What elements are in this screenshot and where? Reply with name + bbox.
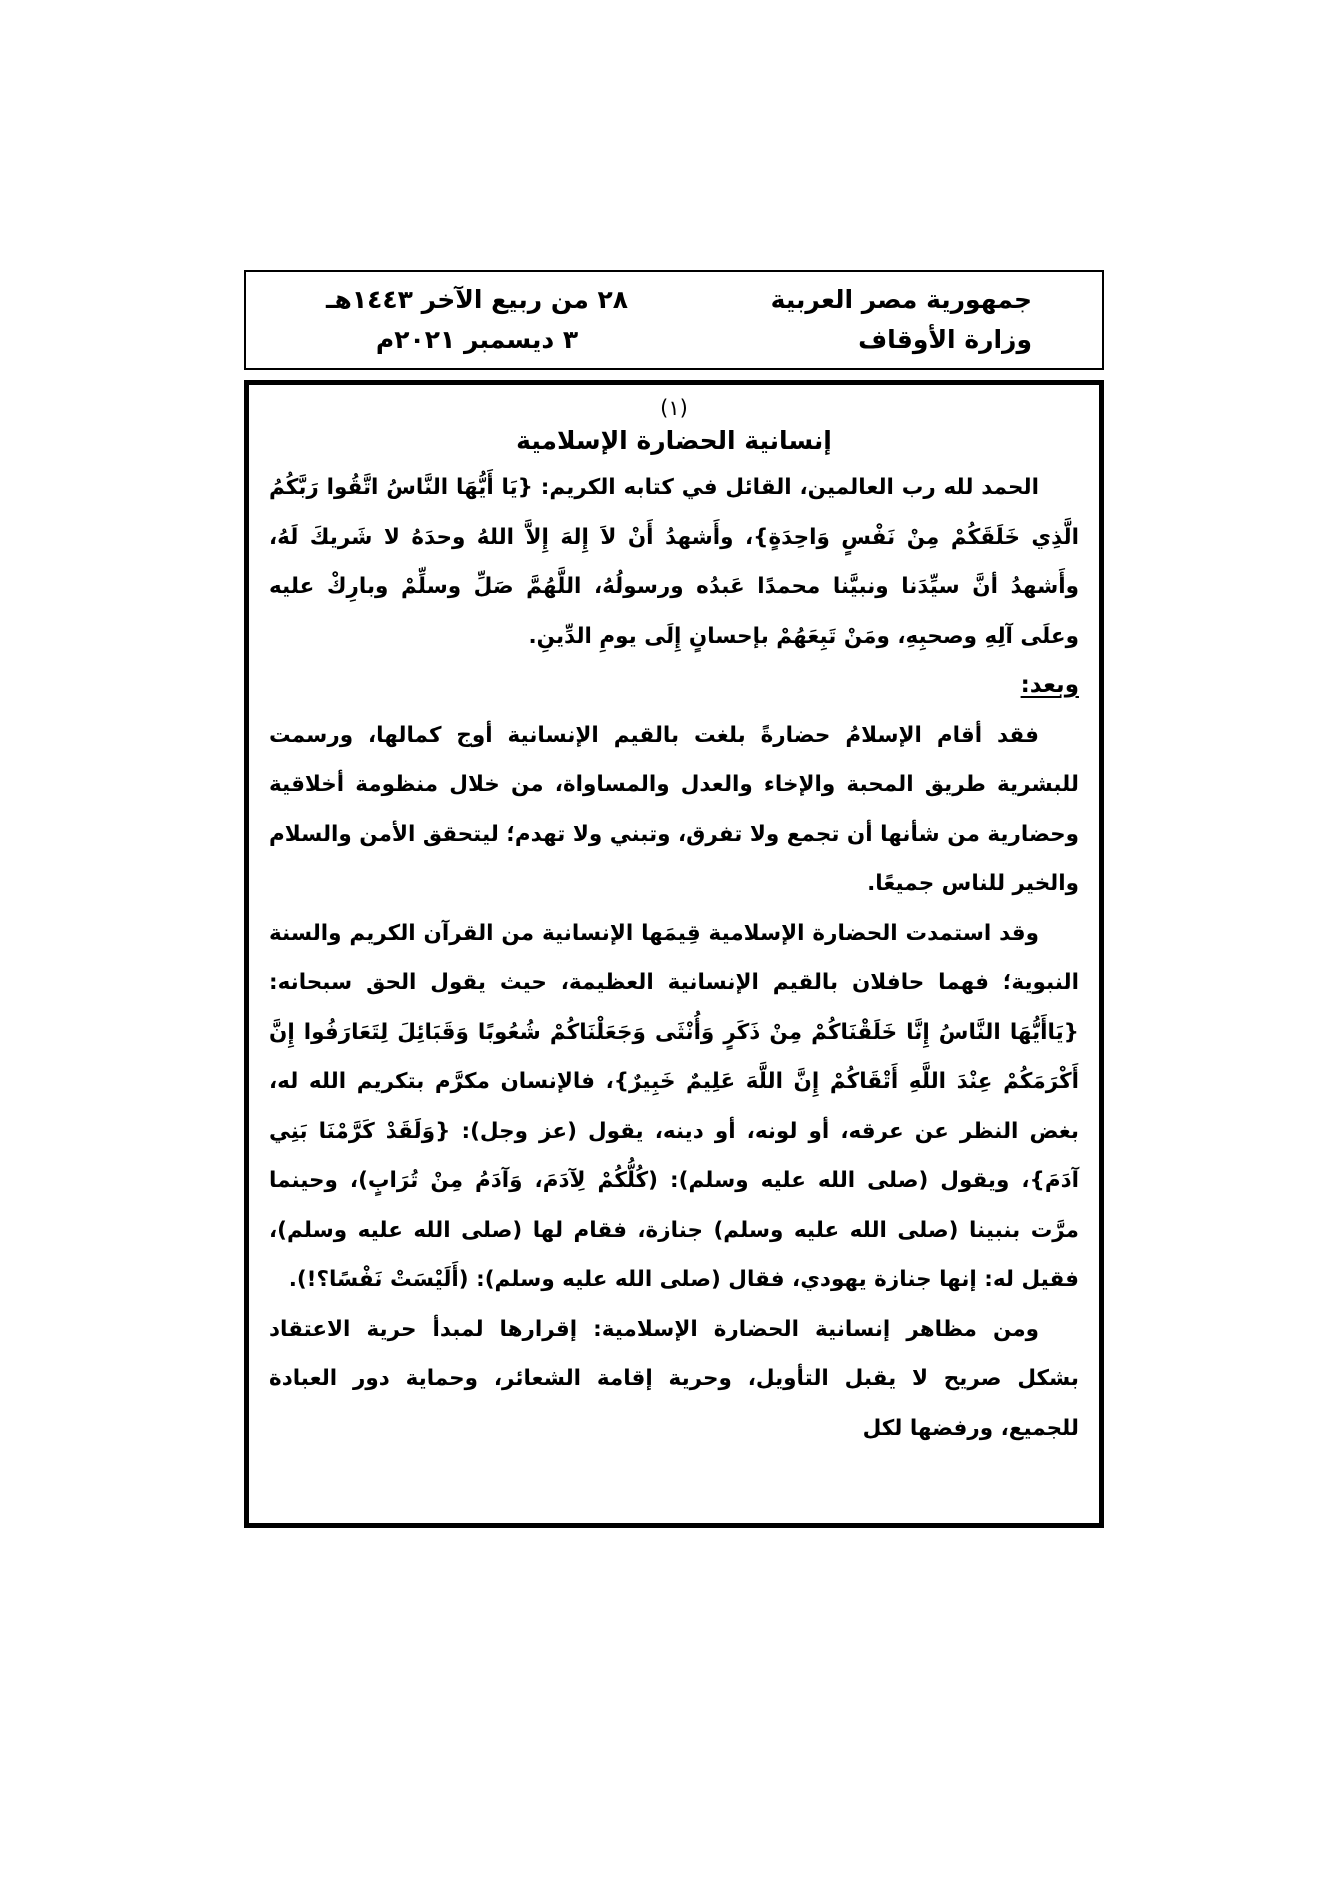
header-institution bbox=[771, 280, 1032, 360]
body-paragraph-3: ومن مظاهر إنسانية الحضارة الإسلامية: إقرارها لمبدأ حرية الاعتقاد بشكل صريح لا يقبل التأويل، وحرية إقامة الشعائر، وحماية دور العبادة للجميع، ورفضها لكل bbox=[269, 1316, 1079, 1441]
country-name: جمهورية مصر العربية bbox=[770, 285, 1032, 314]
header-box bbox=[244, 270, 1104, 370]
body-paragraph-1: فقد أقام الإسلامُ حضارةً بلغت بالقيم الإنسانية أوج كمالها، ورسمت للبشرية طريق المحبة والإخاء والعدل والمساواة، من خلال منظومة أخلاقية وحضارية من شأنها أن تجمع ولا تفرق، وتبني ولا تهدم؛ ليتحقق الأمن والسلام والخير للناس جميعًا. bbox=[269, 722, 1079, 896]
opening-paragraph: الحمد لله رب العالمين، القائل في كتابه الكريم: {يَا أَيُّهَا النَّاسُ اتَّقُوا رَبَّكُمُ الَّذِي خَلَقَكُمْ مِنْ نَفْسٍ وَاحِدَةٍ}، وأَشهدُ أَنْ لاَ إِلهَ إِلاَّ اللهُ وحدَهُ لا شَريكَ لَهُ، وأَشهدُ أنَّ سيِّدَنا ونبيَّنا محمدًا عَبدُه ورسولُهُ، اللَّهُمَّ صَلِّ وسلِّمْ وبارِكْ عليه وعلَى آلِهِ وصحبِهِ، ومَنْ تَبِعَهُمْ بإحسانٍ إِلَى يومِ الدِّينِ. bbox=[269, 475, 1079, 649]
sermon-title: إنسانية الحضارة الإسلامية bbox=[516, 426, 832, 455]
hijri-date: ٢٨ من ربيع الآخر ١٤٤٣هـ bbox=[326, 285, 629, 314]
ministry-name: وزارة الأوقاف bbox=[858, 325, 1032, 354]
header-dates bbox=[326, 280, 628, 360]
sermon-number: (١) bbox=[660, 396, 688, 420]
body-paragraph-2: وقد استمدت الحضارة الإسلامية قِيمَها الإنسانية من القرآن الكريم والسنة النبوية؛ فهما حافلان بالقيم الإنسانية العظيمة، حيث يقول الحق سبحانه: {يَاأَيُّهَا النَّاسُ إِنَّا خَلَقْنَاكُمْ مِنْ ذَكَرٍ وَأُنْثَى وَجَعَلْنَاكُمْ شُعُوبًا وَقَبَائِلَ لِتَعَارَفُوا إِنَّ أَكْرَمَكُمْ عِنْدَ اللَّهِ أَتْقَاكُمْ إِنَّ اللَّهَ عَلِيمٌ خَبِيرٌ}، فالإنسان مكرَّم بتكريم الله له، بغض النظر عن عرقه، أو لونه، أو دينه، يقول (عز وجل): {وَلَقَدْ كَرَّمْنَا بَنِي آدَمَ}، ويقول (صلى الله عليه وسلم): (كُلُّكُمْ لِآدَمَ، وَآدَمُ مِنْ تُرَابٍ)، وحينما مرَّت بنبينا (صلى الله عليه وسلم) جنازة، فقام لها (صلى الله عليه وسلم)، فقيل له: إنها جنازة يهودي، فقال (صلى الله عليه وسلم): (أَلَيْسَتْ نَفْسًا؟!). bbox=[269, 920, 1079, 1292]
sermon-content-box bbox=[244, 380, 1104, 1528]
wa-baad-heading: وبعد: bbox=[1020, 672, 1079, 698]
gregorian-date: ٣ ديسمبر ٢٠٢١م bbox=[375, 325, 579, 354]
